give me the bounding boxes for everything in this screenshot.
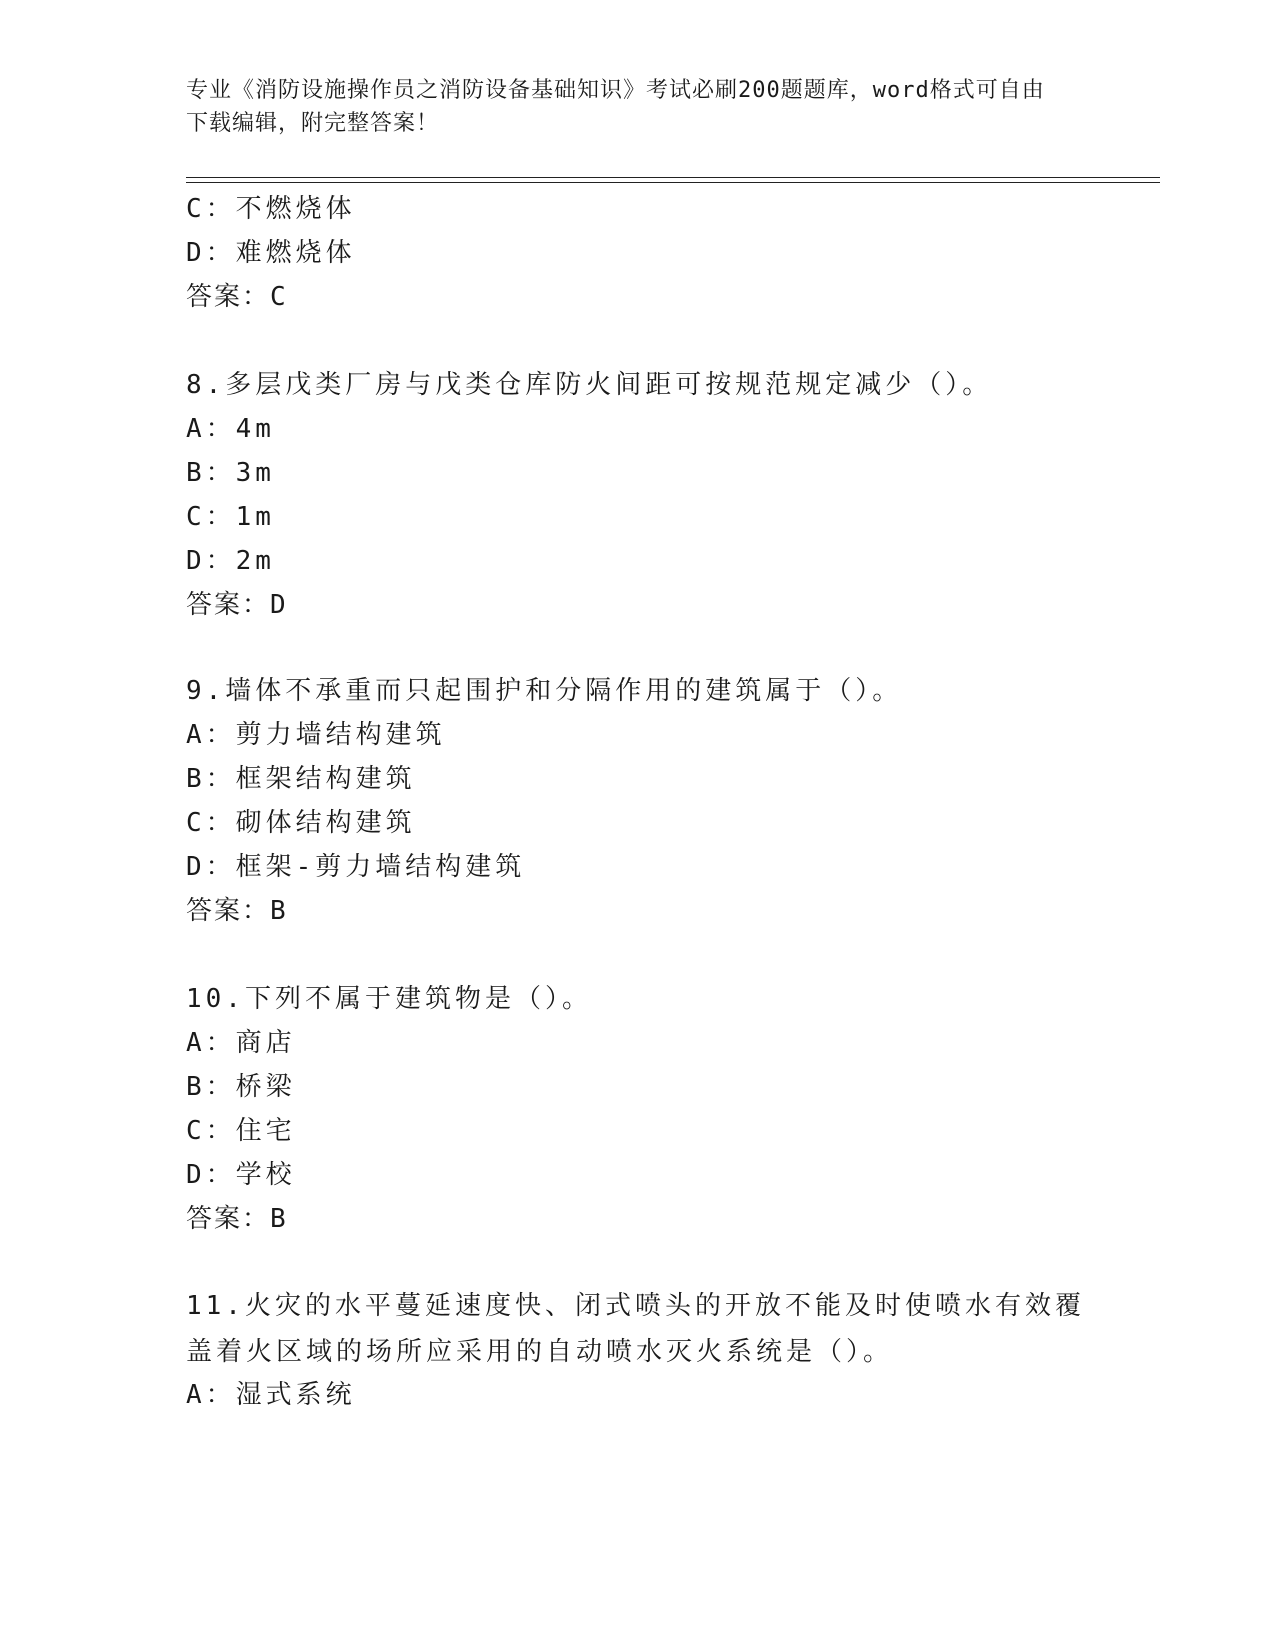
option-d: D：2m	[186, 546, 275, 576]
option-a: A：湿式系统	[186, 1380, 356, 1410]
option-c: C：不燃烧体	[186, 194, 356, 224]
question-stem: 8.多层戊类厂房与戊类仓库防火间距可按规范规定减少（）。	[186, 370, 993, 400]
option-a: A：商店	[186, 1028, 296, 1058]
option-a: A：4m	[186, 414, 275, 444]
option-d: D：难燃烧体	[186, 238, 356, 268]
question-stem: 9.墙体不承重而只起围护和分隔作用的建筑属于（）。	[186, 676, 903, 706]
answer: 答案：D	[186, 590, 288, 620]
option-b: B：桥梁	[186, 1072, 296, 1102]
answer: 答案：C	[186, 282, 288, 312]
option-b: B：3m	[186, 458, 275, 488]
option-b: B：框架结构建筑	[186, 764, 416, 794]
header-divider-top	[186, 177, 1160, 178]
option-c: C：砌体结构建筑	[186, 808, 416, 838]
option-d: D：框架-剪力墙结构建筑	[186, 852, 526, 882]
option-a: A：剪力墙结构建筑	[186, 720, 446, 750]
question-stem: 10.下列不属于建筑物是（）。	[186, 984, 592, 1014]
option-c: C：1m	[186, 502, 275, 532]
answer: 答案：B	[186, 1204, 288, 1234]
option-c: C：住宅	[186, 1116, 296, 1146]
question-stem: 11.火灾的水平蔓延速度快、闭式喷头的开放不能及时使喷水有效覆盖着火区域的场所应采用的自动喷水灭火系统是（）。	[186, 1291, 1085, 1367]
document-header: 专业《消防设施操作员之消防设备基础知识》考试必刷200题题库，word格式可自由下载编辑，附完整答案！	[186, 78, 1045, 136]
option-d: D：学校	[186, 1160, 296, 1190]
header-divider-bottom	[186, 182, 1160, 183]
answer: 答案：B	[186, 896, 288, 926]
